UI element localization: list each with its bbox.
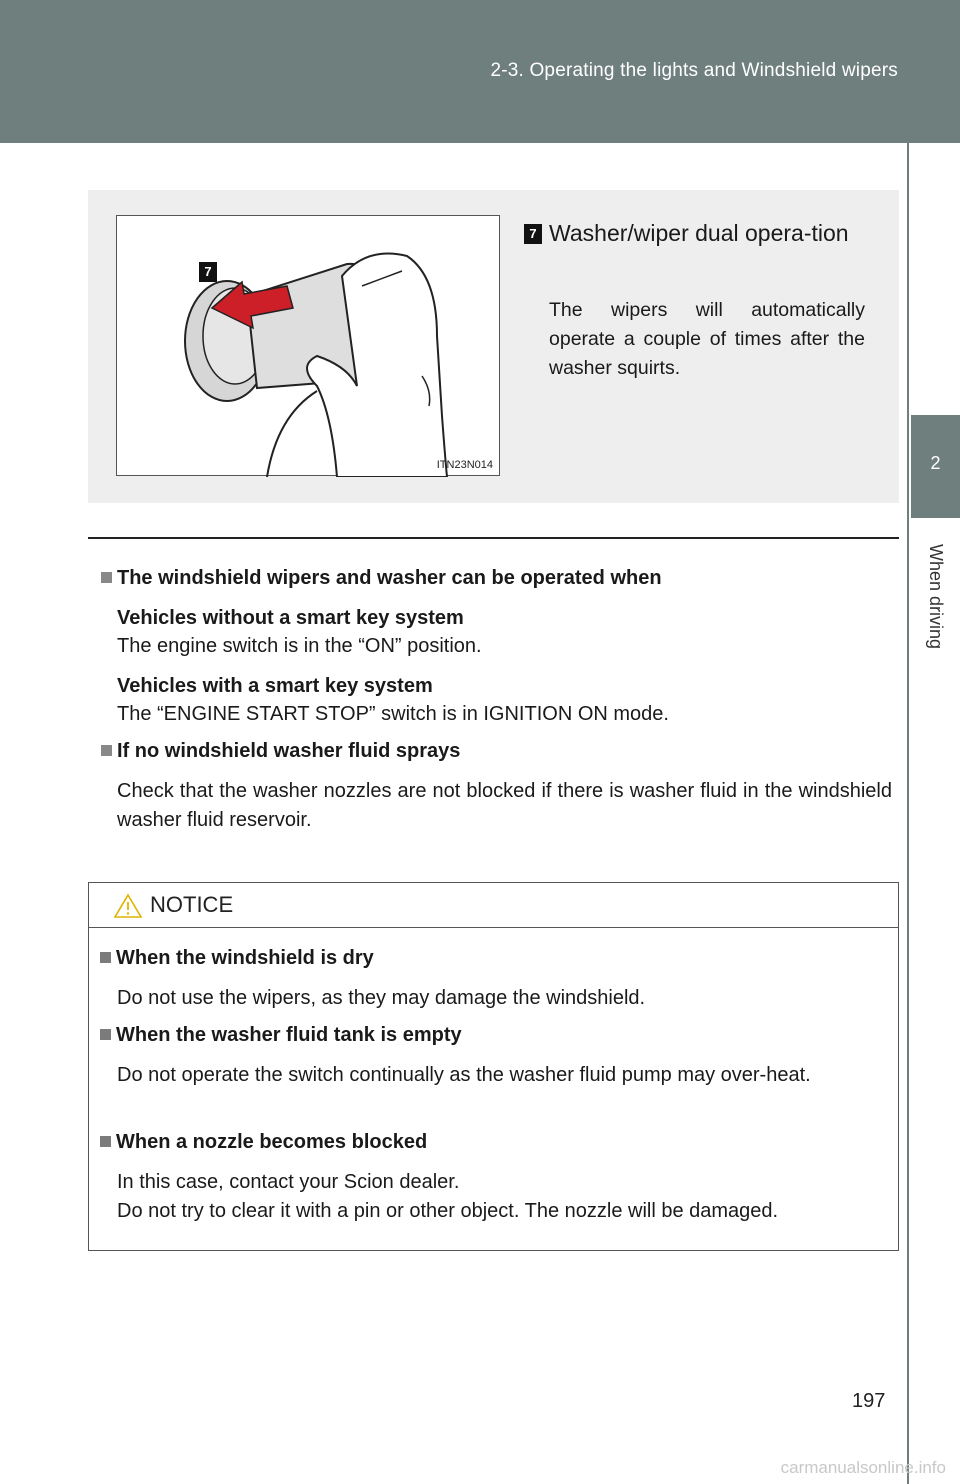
bullet-square-icon xyxy=(100,952,111,963)
chapter-tab-label xyxy=(911,522,960,672)
section-heading xyxy=(101,567,662,590)
notice-text: In this case, contact your Scion dealer. xyxy=(117,1171,460,1193)
warning-triangle-icon xyxy=(113,893,143,919)
section-heading-text: The windshield wipers and washer can be operated when xyxy=(117,567,662,589)
item-description: The wipers will automatically operate a couple of times after the washer squirts. xyxy=(549,299,865,379)
subheading: Vehicles without a smart key system xyxy=(117,607,464,629)
notice-heading xyxy=(100,947,374,970)
chapter-tab-number: 2 xyxy=(911,415,960,518)
notice-title: NOTICE xyxy=(150,892,234,917)
notice-heading xyxy=(100,1131,427,1154)
chapter-tab-label-text: When driving xyxy=(926,544,946,650)
bullet-square-icon xyxy=(100,1029,111,1040)
subheading: Vehicles with a smart key system xyxy=(117,675,433,697)
watermark: carmanualsonline.info xyxy=(780,1458,946,1477)
bullet-square-icon xyxy=(101,572,112,583)
body-text: The engine switch is in the “ON” position. xyxy=(117,635,482,657)
notice-text: Do not operate the switch continually as the washer fluid pump may over-heat. xyxy=(117,1064,811,1086)
notice-box xyxy=(88,882,899,1251)
notice-text: Do not try to clear it with a pin or other object. The nozzle will be damaged. xyxy=(117,1200,779,1222)
section-heading-text: If no windshield washer fluid sprays xyxy=(117,740,461,762)
illustration-code: ITN23N014 xyxy=(436,459,493,471)
illustration-marker: 7 xyxy=(199,262,217,282)
item-marker: 7 xyxy=(524,224,542,244)
section-title: 2-3. Operating the lights and Windshield wipers xyxy=(490,60,898,81)
page-header xyxy=(0,0,960,143)
notice-heading-text: When the washer fluid tank is empty xyxy=(116,1024,462,1046)
divider xyxy=(88,537,899,539)
body-text: Check that the washer nozzles are not blocked if there is washer fluid in the windshield washer fluid reservoir. xyxy=(117,780,892,831)
notice-heading-text: When the windshield is dry xyxy=(116,947,374,969)
notice-heading-text: When a nozzle becomes blocked xyxy=(116,1131,428,1153)
page-number: 197 xyxy=(852,1390,886,1412)
notice-text: Do not use the wipers, as they may damage the windshield. xyxy=(117,987,646,1009)
wiper-lever-illustration xyxy=(116,215,500,476)
body-text: The “ENGINE START STOP” switch is in IGNITION ON mode. xyxy=(117,703,669,725)
item-title: Washer/wiper dual opera-tion xyxy=(549,220,849,246)
bullet-square-icon xyxy=(100,1136,111,1147)
bullet-square-icon xyxy=(101,745,112,756)
section-heading xyxy=(101,740,460,763)
notice-header xyxy=(89,883,898,928)
hand-on-lever-icon xyxy=(117,216,501,477)
notice-heading xyxy=(100,1024,462,1047)
side-rule xyxy=(907,143,909,1484)
